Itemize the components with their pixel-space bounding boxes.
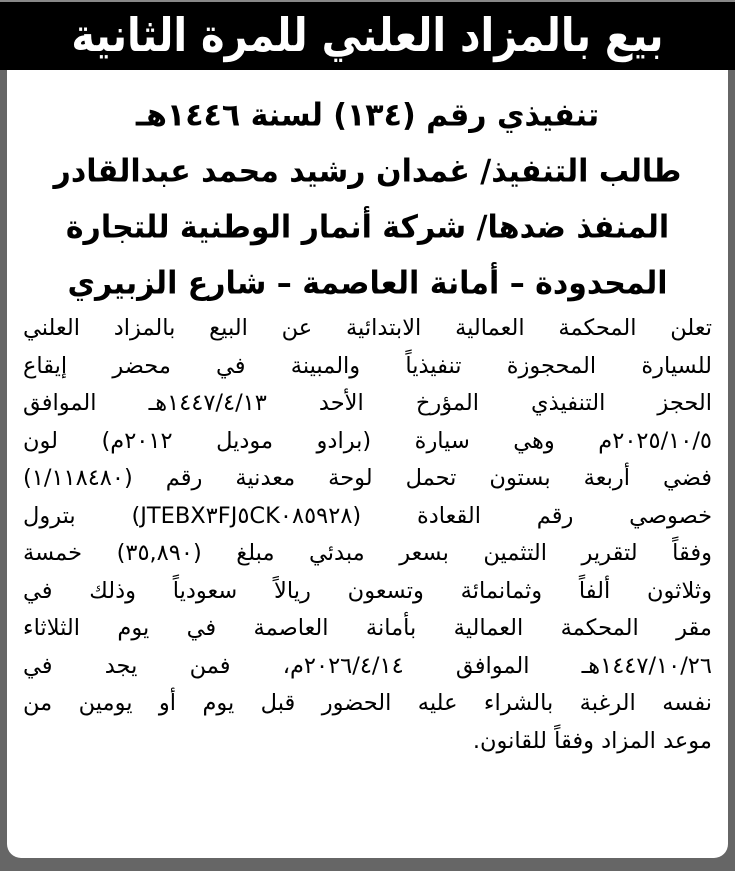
case-number-line: تنفيذي رقم (١٣٤) لسنة ١٤٤٦هـ — [135, 97, 600, 134]
body-line: الحجز التنفيذي المؤرخ الأحد ١٤٤٧/٤/١٣هـ الموافق — [23, 390, 712, 416]
body-line: مقر المحكمة العمالية بأمانة العاصمة في يوم الثلاثاء — [23, 615, 712, 641]
body-line: خصوصي رقم القعادة (JTEBX٣FJ٥CK٠٨٥٩٢٨) بترول — [23, 502, 712, 529]
body-line: نفسه الرغبة بالشراء عليه الحضور قبل يوم أو يومين من — [23, 690, 712, 716]
announcement-header-bar — [0, 2, 735, 70]
defendant-line-2: المحدودة – أمانة العاصمة – شارع الزبيري — [67, 265, 668, 302]
announcement-body — [23, 310, 712, 760]
defendant-line-1: المنفذ ضدها/ شركة أنمار الوطنية للتجارة — [65, 209, 670, 246]
body-line: وفقاً لتقرير التثمين بسعر مبدئي مبلغ (٣٥,٨٩٠) خمسة — [23, 540, 712, 566]
case-details-block — [7, 88, 728, 312]
execution-requester-line: طالب التنفيذ/ غمدان رشيد محمد عبدالقادر — [53, 153, 682, 190]
announcement-panel — [7, 70, 728, 858]
body-line: وثلاثون ألفاً وثمانمائة وتسعون ريالاً سعودياً وذلك في — [23, 577, 712, 604]
body-line: للسيارة المحجوزة تنفيذياً والمبينة في محضر إيقاع — [23, 352, 712, 379]
body-line: ٢٠٢٥/١٠/٥م وهي سيارة (برادو موديل ٢٠١٢م) لون — [23, 427, 712, 454]
body-line: فضي أربعة بستون تحمل لوحة معدنية رقم (١/١١٨٤٨٠) — [23, 465, 712, 491]
body-line: تعلن المحكمة العمالية الابتدائية عن البيع بالمزاد العلني — [23, 315, 712, 341]
announcement-title: بيع بالمزاد العلني للمرة الثانية — [71, 9, 664, 63]
body-line: ١٤٤٧/١٠/٢٦هـ الموافق ٢٠٢٦/٤/١٤م، فمن يجد في — [23, 652, 712, 679]
body-line-last: موعد المزاد وفقاً للقانون. — [472, 727, 712, 754]
